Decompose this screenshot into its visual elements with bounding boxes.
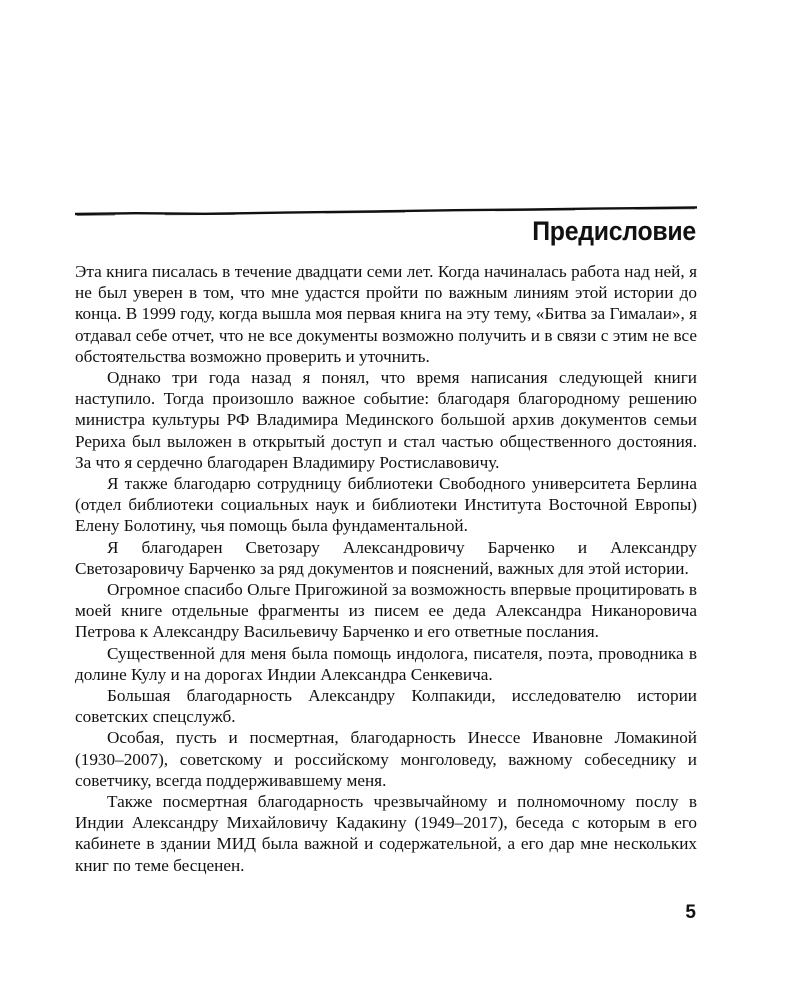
paragraph-thanks-lomakina: Особая, пусть и посмертная, благодарность Инессе Ивановне Ломакиной (1930–2007), советскому и российскому монголоведу, важному собеседнику и советчику, всегда поддерживавшему меня. [75, 728, 697, 790]
paragraph-thanks-kadakin: Также посмертная благодарность чрезвычайному и полномочному послу в Индии Александру Михайловичу Кадакину (1949–2017), беседа с которым в его кабинете в здании МИД была важной и содержательной, а его дар мне нескольких книг по теме бесценен. [75, 792, 697, 875]
paragraph-thanks-library: Я также благодарю сотрудницу библиотеки Свободного университета Берлина (отдел библиотеки социальных наук и библиотеки Института Восточной Европы) Елену Болотину, чья помощь была фундаментальной. [75, 474, 697, 536]
paragraph-thanks-kolpakidi: Большая благодарность Александру Колпакиди, исследователю истории советских спецслужб. [75, 686, 697, 727]
page-number: 5 [685, 902, 696, 923]
paragraph-thanks-barchenko: Я благодарен Светозару Александровичу Барченко и Александру Светозаровичу Барченко за ряд документов и пояснений, важных для этой истории. [75, 537, 697, 578]
paragraph-intro: Эта книга писалась в течение двадцати семи лет. Когда начиналась работа над ней, я не был уверен в том, что мне удастся пройти по важным линиям этой истории до конца. В 1999 году, когда вышла моя первая книга на эту тему, «Битва за Гималаи», я отдавал себе отчет, что не все документы возможно получить и в связи с этим не все обстоятельства возможно проверить и уточнить. [75, 262, 697, 366]
body-text [75, 261, 697, 876]
paragraph-thanks-senkevich: Существенной для меня была помощь индолога, писателя, поэта, проводника в долине Кулу и на дорогах Индии Александра Сенкевича. [75, 643, 697, 684]
paragraph-thanks-prigozhina: Огромное спасибо Ольге Пригожиной за возможность впервые процитировать в моей книге отдельные фрагменты из писем ее деда Александра Никаноровича Петрова к Александру Васильевичу Барченко и его ответные послания. [75, 580, 697, 642]
chapter-title: Предисловие [532, 216, 696, 246]
paragraph-archive: Однако три года назад я понял, что время написания следующей книги наступило. Тогда произошло важное событие: благодаря благородному решению министра культуры РФ Владимира Мединского большой архив документов семьи Рериха был выложен в открытый доступ и стал частью общественного достояния. За что я сердечно благодарен Владимиру Ростиславовичу. [75, 368, 697, 472]
